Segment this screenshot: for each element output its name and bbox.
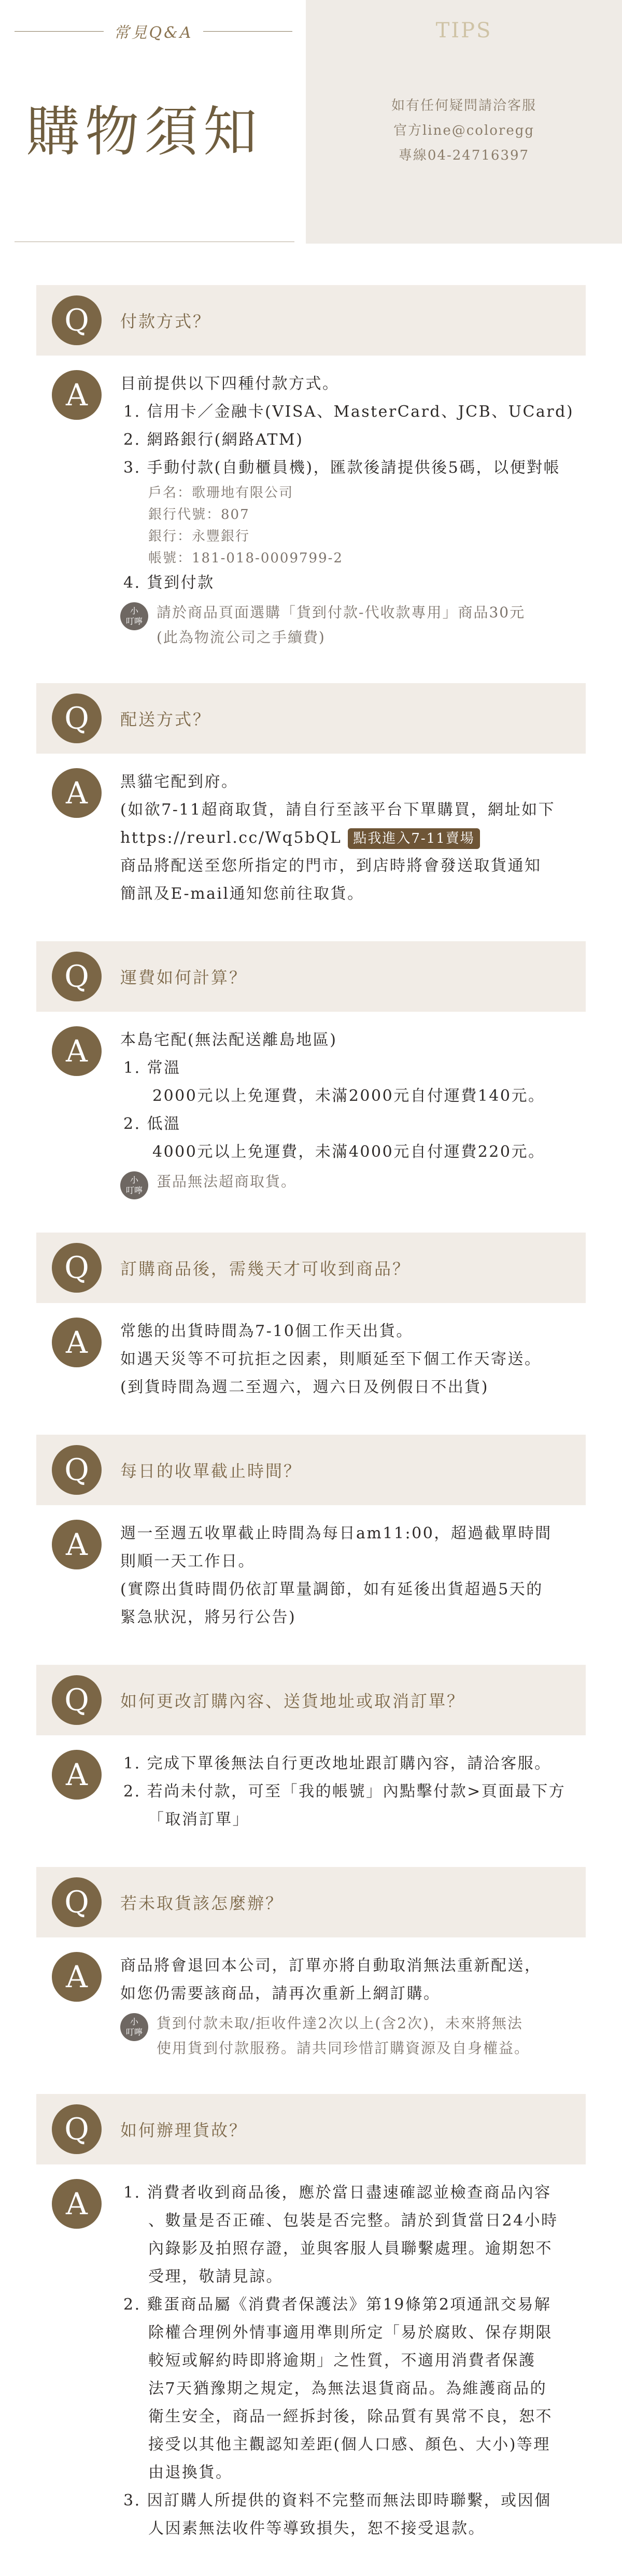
store-link-button[interactable]: 點我進入7-11賣場 [348, 828, 479, 849]
question-badge: Q [52, 1877, 102, 1927]
faq-list [0, 244, 622, 2557]
answer-line: 緊急狀況，將另行公告) [120, 1608, 296, 1626]
question-text: 付款方式？ [120, 312, 211, 331]
question-text: 如何更改訂購內容、送貨地址或取消訂單？ [120, 1691, 465, 1711]
reminder-note [120, 1169, 576, 1199]
answer-row [36, 1012, 586, 1214]
question-badge: Q [52, 1243, 102, 1293]
answer-line: 由退換貨。 [148, 2464, 233, 2482]
question-badge: Q [52, 295, 102, 345]
answer-line: 2. 雞蛋商品屬《消費者保護法》第19條第2項通訊交易解 [123, 2296, 552, 2314]
answer-row [36, 1735, 586, 1848]
answer-line: 3. 手動付款(自動櫃員機)，匯款後請提供後5碼，以便對帳 [123, 459, 561, 477]
answer-line: (實際出貨時間仍依訂單量調節，如有延後出貨超過5天的 [120, 1580, 543, 1598]
faq-item [36, 1867, 586, 2075]
question-text: 訂購商品後，需幾天才可收到商品？ [120, 1259, 411, 1279]
page-header [0, 0, 622, 244]
answer-row [36, 1505, 586, 1646]
question-badge: Q [52, 952, 102, 1001]
answer-line: 常態的出貨時間為7-10個工作天出貨。 [120, 1322, 413, 1340]
answer-line: 較短或解約時即將逾期」之性質，不適用消費者保護 [148, 2352, 536, 2370]
answer-badge: A [52, 2179, 102, 2229]
reminder-badge-top: 小 [130, 606, 138, 616]
answer-line: 如遇天災等不可抗拒之因素，則順延至下個工作天寄送。 [120, 1350, 542, 1368]
answer-text [120, 370, 576, 650]
header-left-panel [0, 0, 306, 244]
question-bar [36, 683, 586, 754]
question-text: 每日的收單截止時間？ [120, 1461, 302, 1481]
answer-line: 法7天猶豫期之規定，為無法退貨商品。為維護商品的 [148, 2380, 547, 2398]
answer-line: 接受以其他主觀認知差距(個人口感、顏色、大小)等理 [148, 2436, 550, 2454]
reminder-badge-top: 小 [130, 1175, 138, 1185]
reminder-line: 請於商品頁面選購「貨到付款-代收款專用」商品30元 [157, 604, 526, 621]
question-badge: Q [52, 1445, 102, 1495]
answer-line: 受理，敬請見諒。 [148, 2268, 283, 2286]
question-bar [36, 1233, 586, 1303]
answer-line: 除權合理例外情事適用準則所定「易於腐敗、保存期限 [148, 2324, 553, 2342]
reminder-text [157, 2011, 530, 2061]
reminder-line: 貨到付款未取/拒收件達2次以上(含2次)，未來將無法 [157, 2015, 523, 2032]
reminder-line: 使用貨到付款服務。請共同珍惜訂購資源及自身權益。 [157, 2040, 530, 2057]
question-badge: Q [52, 2104, 102, 2154]
question-bar [36, 285, 586, 356]
faq-item [36, 1233, 586, 1416]
answer-line: 本島宅配(無法配送離島地區) [120, 1031, 337, 1049]
answer-text [120, 768, 576, 908]
store-url[interactable]: https://reurl.cc/Wq5bQL [120, 829, 342, 847]
answer-line: 衛生安全，商品一經拆封後，除品質有異常不良，恕不 [148, 2408, 553, 2426]
answer-line: 3. 因訂購人所提供的資料不完整而無法即時聯繫，或因個 [123, 2492, 552, 2510]
question-bar [36, 2094, 586, 2164]
reminder-line: 蛋品無法超商取貨。 [157, 1173, 297, 1190]
answer-row [36, 1303, 586, 1416]
answer-line: 2. 網路銀行(網路ATM) [123, 431, 304, 449]
answer-line: 則順一天工作日。 [120, 1552, 255, 1570]
answer-line: 黑貓宅配到府。 [120, 773, 238, 791]
answer-line: 1. 信用卡／金融卡(VISA、MasterCard、JCB、UCard) [123, 403, 574, 421]
faq-item [36, 683, 586, 923]
reminder-badge [120, 1171, 148, 1199]
answer-line: 1. 常溫 [123, 1059, 181, 1077]
answer-line: 1. 完成下單後無法自行更改地址跟訂購內容，請洽客服。 [123, 1754, 552, 1773]
answer-badge: A [52, 370, 102, 420]
answer-text [120, 1520, 576, 1632]
question-text: 運費如何計算？ [120, 968, 248, 987]
reminder-note [120, 2011, 576, 2061]
answer-text [120, 2179, 576, 2543]
answer-badge: A [52, 1520, 102, 1569]
answer-line: 人因素無法收件等導致損失，恕不接受退款。 [148, 2520, 485, 2538]
answer-line: 簡訊及E-mail通知您前往取貨。 [120, 885, 364, 903]
faq-item [36, 1435, 586, 1646]
answer-badge: A [52, 1952, 102, 2002]
answer-line: 戶名：歌珊地有限公司 [148, 485, 294, 501]
answer-line: 2. 低溫 [123, 1115, 181, 1133]
answer-text [120, 1026, 576, 1199]
answer-badge: A [52, 1026, 102, 1076]
answer-line: (如欲7-11超商取貨，請自行至該平台下單購買，網址如下 [120, 801, 556, 819]
question-bar [36, 941, 586, 1012]
question-text: 配送方式？ [120, 710, 211, 729]
faq-item [36, 941, 586, 1214]
divider [15, 31, 104, 32]
tips-panel [306, 0, 622, 244]
reminder-badge-bottom: 叮嚀 [125, 2027, 143, 2037]
answer-line: 4000元以上免運費，未滿4000元自付運費220元。 [152, 1143, 545, 1161]
answer-line: (到貨時間為週二至週六，週六日及例假日不出貨) [120, 1378, 489, 1396]
question-badge: Q [52, 693, 102, 743]
answer-badge: A [52, 1318, 102, 1367]
answer-row [36, 1937, 586, 2075]
answer-line: 如您仍需要該商品，請再次重新上網訂購。 [120, 1985, 441, 2003]
question-text: 若未取貨該怎麼辦？ [120, 1893, 284, 1913]
tips-contact [306, 93, 622, 168]
answer-text [120, 1750, 576, 1834]
answer-line: 銀行：永豐銀行 [148, 529, 250, 544]
reminder-text [157, 1169, 296, 1194]
question-text: 如何辦理貨故？ [120, 2120, 248, 2140]
tips-line: 如有任何疑問請洽客服 [391, 98, 536, 114]
answer-link-line [120, 824, 576, 852]
tips-line: 專線04-24716397 [398, 148, 530, 163]
answer-badge: A [52, 1750, 102, 1800]
reminder-text [157, 600, 525, 650]
question-bar [36, 1435, 586, 1505]
answer-badge: A [52, 768, 102, 818]
answer-line: 商品將會退回本公司，訂單亦將自動取消無法重新配送， [120, 1957, 542, 1975]
divider [203, 31, 292, 32]
tips-line: 官方line@coloregg [393, 123, 535, 138]
answer-line: 「取消訂單」 [148, 1810, 249, 1829]
reminder-badge-bottom: 叮嚀 [125, 616, 143, 626]
tips-title: TIPS [435, 19, 492, 43]
answer-line: 1. 消費者收到商品後，應於當日盡速確認並檢查商品內容 [123, 2184, 552, 2202]
answer-row [36, 2164, 586, 2557]
answer-line: 、數量是否正確、包裝是否完整。請於到貨當日24小時 [148, 2212, 558, 2230]
answer-line: 帳號：181-018-0009799-2 [148, 550, 343, 566]
answer-line: 2. 若尚未付款，可至「我的帳號」內點擊付款>頁面最下方 [123, 1782, 566, 1801]
faq-item [36, 285, 586, 664]
answer-line: 2000元以上免運費，未滿2000元自付運費140元。 [152, 1087, 545, 1105]
reminder-badge [120, 602, 148, 630]
reminder-badge-top: 小 [130, 2017, 138, 2027]
answer-line: 銀行代號：807 [148, 507, 250, 522]
page-title: 購物須知 [26, 100, 263, 163]
qa-label: 常見Q&A [114, 24, 193, 42]
question-bar [36, 1867, 586, 1937]
reminder-badge [120, 2013, 148, 2041]
answer-line: 週一至週五收單截止時間為每日am11:00，超過截單時間 [120, 1524, 552, 1542]
reminder-badge-bottom: 叮嚀 [125, 1185, 143, 1195]
question-bar [36, 1665, 586, 1735]
answer-line: 內錄影及拍照存證，並與客服人員聯繫處理。逾期恕不 [148, 2240, 553, 2258]
question-badge: Q [52, 1675, 102, 1725]
answer-row [36, 754, 586, 923]
answer-line: 目前提供以下四種付款方式。 [120, 375, 340, 393]
reminder-note [120, 600, 576, 650]
answer-text [120, 1952, 576, 2061]
reminder-line: (此為物流公司之手續費) [157, 629, 326, 646]
faq-item [36, 1665, 586, 1848]
faq-item [36, 2094, 586, 2557]
answer-row [36, 356, 586, 664]
answer-line: 4. 貨到付款 [123, 574, 215, 592]
answer-line: 商品將配送至您所指定的門市，到店時將會發送取貨通知 [120, 857, 542, 875]
answer-text [120, 1318, 576, 1402]
